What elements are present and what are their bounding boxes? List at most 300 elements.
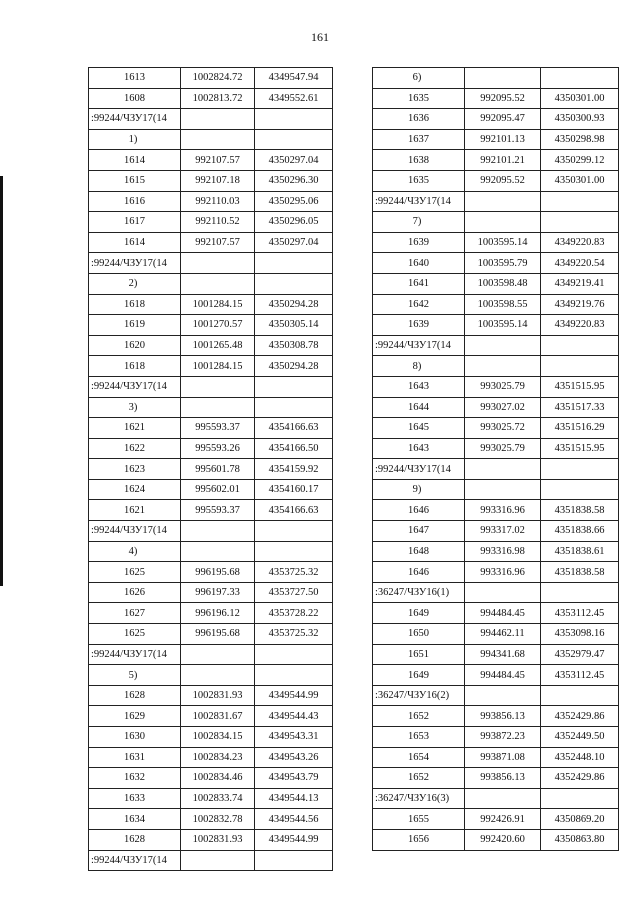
point-number-cell: 1656 [373,829,465,850]
table-row [373,376,619,397]
y-coordinate-cell: 4350863.80 [541,829,619,850]
table-row [373,727,619,748]
y-coordinate-cell: 4349220.83 [541,315,619,336]
point-number-cell: 1616 [89,191,181,212]
x-coordinate-cell [181,253,255,274]
y-coordinate-cell: 4349219.41 [541,273,619,294]
table-row [89,685,333,706]
point-number-cell: 1646 [373,562,465,583]
table-row [373,438,619,459]
x-coordinate-cell: 1003595.14 [465,315,541,336]
x-coordinate-cell: 993025.79 [465,376,541,397]
point-number-cell: 1635 [373,88,465,109]
x-coordinate-cell [465,212,541,233]
point-number-cell: :99244/ЧЗУ17(14 [373,459,465,480]
point-number-cell: 2) [89,273,181,294]
y-coordinate-cell [541,335,619,356]
x-coordinate-cell: 1003595.14 [465,232,541,253]
y-coordinate-cell: 4354166.63 [255,500,333,521]
left-coordinate-table [88,67,333,871]
table-row [89,109,333,130]
y-coordinate-cell: 4349547.94 [255,68,333,89]
table-row [373,109,619,130]
x-coordinate-cell: 1003598.48 [465,273,541,294]
left-table-body [89,68,333,871]
margin-bar [0,176,3,586]
y-coordinate-cell: 4351515.95 [541,376,619,397]
point-number-cell: 1627 [89,603,181,624]
table-row [89,356,333,377]
table-row [89,232,333,253]
y-coordinate-cell: 4352429.86 [541,768,619,789]
x-coordinate-cell: 996195.68 [181,624,255,645]
y-coordinate-cell: 4351515.95 [541,438,619,459]
y-coordinate-cell [255,521,333,542]
point-number-cell: 4) [89,541,181,562]
x-coordinate-cell [181,521,255,542]
y-coordinate-cell: 4351516.29 [541,418,619,439]
y-coordinate-cell: 4354159.92 [255,459,333,480]
table-row [89,603,333,624]
y-coordinate-cell [255,376,333,397]
x-coordinate-cell [465,356,541,377]
x-coordinate-cell: 992095.47 [465,109,541,130]
point-number-cell: 1654 [373,747,465,768]
point-number-cell: 1635 [373,170,465,191]
y-coordinate-cell: 4349543.31 [255,727,333,748]
table-row [373,232,619,253]
table-row [373,273,619,294]
table-row [373,747,619,768]
point-number-cell: 1626 [89,582,181,603]
table-row [89,562,333,583]
table-row [373,624,619,645]
y-coordinate-cell [541,212,619,233]
x-coordinate-cell: 994341.68 [465,644,541,665]
x-coordinate-cell: 1003595.79 [465,253,541,274]
point-number-cell: 1621 [89,418,181,439]
y-coordinate-cell: 4350297.04 [255,150,333,171]
y-coordinate-cell [255,850,333,871]
y-coordinate-cell: 4349543.26 [255,747,333,768]
table-row [373,706,619,727]
x-coordinate-cell: 992107.57 [181,150,255,171]
y-coordinate-cell [541,459,619,480]
x-coordinate-cell: 1002834.23 [181,747,255,768]
point-number-cell: 1646 [373,500,465,521]
table-row [373,603,619,624]
point-number-cell: 1655 [373,809,465,830]
x-coordinate-cell: 1002832.78 [181,809,255,830]
y-coordinate-cell: 4349544.13 [255,788,333,809]
x-coordinate-cell: 994484.45 [465,603,541,624]
table-row [89,376,333,397]
x-coordinate-cell: 993316.98 [465,541,541,562]
point-number-cell: 1630 [89,727,181,748]
x-coordinate-cell: 996197.33 [181,582,255,603]
y-coordinate-cell: 4351838.66 [541,521,619,542]
table-row [89,768,333,789]
x-coordinate-cell: 992101.13 [465,129,541,150]
table-row [373,479,619,500]
point-number-cell: 1639 [373,315,465,336]
x-coordinate-cell: 995593.26 [181,438,255,459]
point-number-cell: 1643 [373,376,465,397]
point-number-cell: :99244/ЧЗУ17(14 [89,109,181,130]
point-number-cell: 8) [373,356,465,377]
y-coordinate-cell: 4349544.56 [255,809,333,830]
x-coordinate-cell [181,273,255,294]
y-coordinate-cell: 4350301.00 [541,88,619,109]
point-number-cell: 1644 [373,397,465,418]
table-row [373,191,619,212]
point-number-cell: :36247/ЧЗУ16(2) [373,685,465,706]
table-row [373,129,619,150]
table-row [373,809,619,830]
y-coordinate-cell: 4349544.99 [255,829,333,850]
x-coordinate-cell: 996196.12 [181,603,255,624]
y-coordinate-cell: 4350308.78 [255,335,333,356]
x-coordinate-cell: 1001284.15 [181,356,255,377]
table-row [89,521,333,542]
point-number-cell: 1652 [373,706,465,727]
point-number-cell: 1624 [89,479,181,500]
y-coordinate-cell: 4349220.54 [541,253,619,274]
y-coordinate-cell: 4351517.33 [541,397,619,418]
point-number-cell: 1648 [373,541,465,562]
y-coordinate-cell: 4350295.06 [255,191,333,212]
y-coordinate-cell: 4354166.63 [255,418,333,439]
x-coordinate-cell [181,397,255,418]
y-coordinate-cell [541,582,619,603]
x-coordinate-cell: 1003598.55 [465,294,541,315]
x-coordinate-cell: 992101.21 [465,150,541,171]
x-coordinate-cell: 1001265.48 [181,335,255,356]
table-row [373,541,619,562]
table-row [89,397,333,418]
table-row [373,768,619,789]
y-coordinate-cell: 4353098.16 [541,624,619,645]
y-coordinate-cell: 4353728.22 [255,603,333,624]
x-coordinate-cell: 992095.52 [465,88,541,109]
table-row [89,191,333,212]
table-row [89,479,333,500]
point-number-cell: :36247/ЧЗУ16(1) [373,582,465,603]
y-coordinate-cell: 4350299.12 [541,150,619,171]
x-coordinate-cell [465,68,541,89]
point-number-cell: 1618 [89,294,181,315]
x-coordinate-cell [181,665,255,686]
y-coordinate-cell: 4352429.86 [541,706,619,727]
y-coordinate-cell [541,191,619,212]
right-table-body [373,68,619,851]
y-coordinate-cell: 4350294.28 [255,356,333,377]
y-coordinate-cell: 4352448.10 [541,747,619,768]
y-coordinate-cell [541,356,619,377]
point-number-cell: 3) [89,397,181,418]
point-number-cell: 7) [373,212,465,233]
point-number-cell: 1628 [89,685,181,706]
table-row [373,315,619,336]
point-number-cell: 1625 [89,562,181,583]
x-coordinate-cell: 992420.60 [465,829,541,850]
x-coordinate-cell: 1002831.93 [181,685,255,706]
point-number-cell: 1651 [373,644,465,665]
y-coordinate-cell: 4350294.28 [255,294,333,315]
point-number-cell: 1619 [89,315,181,336]
x-coordinate-cell: 1002824.72 [181,68,255,89]
table-row [373,150,619,171]
point-number-cell: 1637 [373,129,465,150]
point-number-cell: 1628 [89,829,181,850]
table-row [373,788,619,809]
point-number-cell: 1645 [373,418,465,439]
table-row [373,335,619,356]
table-row [89,500,333,521]
table-row [373,397,619,418]
point-number-cell: 1643 [373,438,465,459]
x-coordinate-cell: 994462.11 [465,624,541,645]
table-row [89,747,333,768]
x-coordinate-cell [465,335,541,356]
point-number-cell: :99244/ЧЗУ17(14 [89,850,181,871]
point-number-cell: 1613 [89,68,181,89]
x-coordinate-cell: 992107.18 [181,170,255,191]
point-number-cell: 1650 [373,624,465,645]
y-coordinate-cell: 4353112.45 [541,665,619,686]
x-coordinate-cell [465,685,541,706]
y-coordinate-cell [255,273,333,294]
table-row [89,212,333,233]
x-coordinate-cell: 995593.37 [181,418,255,439]
point-number-cell: :99244/ЧЗУ17(14 [89,644,181,665]
point-number-cell: 1649 [373,665,465,686]
point-number-cell: 1636 [373,109,465,130]
point-number-cell: 1623 [89,459,181,480]
table-row [89,418,333,439]
y-coordinate-cell [541,788,619,809]
y-coordinate-cell: 4351838.58 [541,562,619,583]
point-number-cell: 1614 [89,232,181,253]
y-coordinate-cell: 4353112.45 [541,603,619,624]
table-row [89,665,333,686]
table-row [373,665,619,686]
point-number-cell: 1652 [373,768,465,789]
table-row [89,129,333,150]
y-coordinate-cell: 4354166.50 [255,438,333,459]
point-number-cell: 1649 [373,603,465,624]
y-coordinate-cell: 4353727.50 [255,582,333,603]
x-coordinate-cell [181,109,255,130]
table-row [373,253,619,274]
table-row [373,562,619,583]
x-coordinate-cell: 993317.02 [465,521,541,542]
point-number-cell: 1618 [89,356,181,377]
x-coordinate-cell [181,129,255,150]
y-coordinate-cell [255,644,333,665]
x-coordinate-cell: 1002831.67 [181,706,255,727]
point-number-cell: :99244/ЧЗУ17(14 [373,335,465,356]
y-coordinate-cell: 4349544.99 [255,685,333,706]
table-row [373,68,619,89]
x-coordinate-cell [181,541,255,562]
y-coordinate-cell: 4353725.32 [255,624,333,645]
point-number-cell: 1634 [89,809,181,830]
x-coordinate-cell: 996195.68 [181,562,255,583]
x-coordinate-cell: 992095.52 [465,170,541,191]
x-coordinate-cell: 993027.02 [465,397,541,418]
table-row [89,541,333,562]
x-coordinate-cell: 993872.23 [465,727,541,748]
point-number-cell: 5) [89,665,181,686]
x-coordinate-cell: 995593.37 [181,500,255,521]
point-number-cell: 1620 [89,335,181,356]
point-number-cell: 1617 [89,212,181,233]
point-number-cell: 1615 [89,170,181,191]
table-row [89,273,333,294]
y-coordinate-cell: 4350297.04 [255,232,333,253]
y-coordinate-cell: 4351838.61 [541,541,619,562]
table-row [89,624,333,645]
table-row [89,88,333,109]
table-row [373,418,619,439]
point-number-cell: :99244/ЧЗУ17(14 [89,376,181,397]
table-row [373,685,619,706]
right-coordinate-table [372,67,619,851]
x-coordinate-cell: 992110.03 [181,191,255,212]
x-coordinate-cell: 994484.45 [465,665,541,686]
x-coordinate-cell: 1002813.72 [181,88,255,109]
table-row [89,150,333,171]
point-number-cell: 1621 [89,500,181,521]
x-coordinate-cell: 1002831.93 [181,829,255,850]
x-coordinate-cell [465,459,541,480]
x-coordinate-cell: 993856.13 [465,706,541,727]
table-row [89,788,333,809]
y-coordinate-cell: 4354160.17 [255,479,333,500]
x-coordinate-cell [181,644,255,665]
table-row [373,212,619,233]
x-coordinate-cell: 1001284.15 [181,294,255,315]
point-number-cell: 6) [373,68,465,89]
table-row [89,582,333,603]
table-row [373,170,619,191]
y-coordinate-cell: 4349552.61 [255,88,333,109]
x-coordinate-cell [181,376,255,397]
table-row [89,335,333,356]
x-coordinate-cell: 992107.57 [181,232,255,253]
x-coordinate-cell: 1002833.74 [181,788,255,809]
table-row [89,253,333,274]
table-row [373,356,619,377]
table-row [89,829,333,850]
y-coordinate-cell: 4350298.98 [541,129,619,150]
table-row [89,809,333,830]
point-number-cell: 1642 [373,294,465,315]
y-coordinate-cell [255,129,333,150]
point-number-cell: 1608 [89,88,181,109]
point-number-cell: 1647 [373,521,465,542]
point-number-cell: :99244/ЧЗУ17(14 [373,191,465,212]
y-coordinate-cell: 4352449.50 [541,727,619,748]
y-coordinate-cell: 4350296.30 [255,170,333,191]
table-row [373,459,619,480]
y-coordinate-cell: 4353725.32 [255,562,333,583]
y-coordinate-cell: 4350300.93 [541,109,619,130]
x-coordinate-cell [465,191,541,212]
x-coordinate-cell: 992110.52 [181,212,255,233]
y-coordinate-cell: 4349544.43 [255,706,333,727]
point-number-cell: 1614 [89,150,181,171]
x-coordinate-cell: 995601.78 [181,459,255,480]
x-coordinate-cell [465,479,541,500]
point-number-cell: 1) [89,129,181,150]
table-row [89,315,333,336]
x-coordinate-cell: 993316.96 [465,500,541,521]
table-row [89,170,333,191]
table-row [89,68,333,89]
point-number-cell: 1633 [89,788,181,809]
table-row [373,88,619,109]
y-coordinate-cell: 4349543.79 [255,768,333,789]
x-coordinate-cell [465,788,541,809]
point-number-cell: 1639 [373,232,465,253]
point-number-cell: :99244/ЧЗУ17(14 [89,253,181,274]
page-number: 161 [311,30,329,44]
x-coordinate-cell: 993856.13 [465,768,541,789]
y-coordinate-cell [541,479,619,500]
y-coordinate-cell [255,541,333,562]
y-coordinate-cell: 4349219.76 [541,294,619,315]
table-row [89,850,333,871]
y-coordinate-cell: 4351838.58 [541,500,619,521]
point-number-cell: :36247/ЧЗУ16(3) [373,788,465,809]
table-row [373,829,619,850]
point-number-cell: 1640 [373,253,465,274]
x-coordinate-cell [181,850,255,871]
table-row [373,582,619,603]
point-number-cell: 1629 [89,706,181,727]
point-number-cell: 9) [373,479,465,500]
y-coordinate-cell: 4350869.20 [541,809,619,830]
table-row [373,500,619,521]
point-number-cell: 1653 [373,727,465,748]
x-coordinate-cell: 993025.72 [465,418,541,439]
y-coordinate-cell [255,665,333,686]
x-coordinate-cell: 993871.08 [465,747,541,768]
x-coordinate-cell: 995602.01 [181,479,255,500]
x-coordinate-cell: 1001270.57 [181,315,255,336]
point-number-cell: 1641 [373,273,465,294]
y-coordinate-cell: 4349220.83 [541,232,619,253]
y-coordinate-cell: 4350301.00 [541,170,619,191]
x-coordinate-cell: 992426.91 [465,809,541,830]
table-row [89,706,333,727]
y-coordinate-cell [541,685,619,706]
table-row [89,294,333,315]
point-number-cell: 1631 [89,747,181,768]
table-row [89,438,333,459]
x-coordinate-cell: 1002834.15 [181,727,255,748]
y-coordinate-cell [255,397,333,418]
point-number-cell: 1622 [89,438,181,459]
table-row [89,644,333,665]
x-coordinate-cell: 993025.79 [465,438,541,459]
x-coordinate-cell [465,582,541,603]
y-coordinate-cell: 4352979.47 [541,644,619,665]
y-coordinate-cell [255,253,333,274]
y-coordinate-cell: 4350305.14 [255,315,333,336]
